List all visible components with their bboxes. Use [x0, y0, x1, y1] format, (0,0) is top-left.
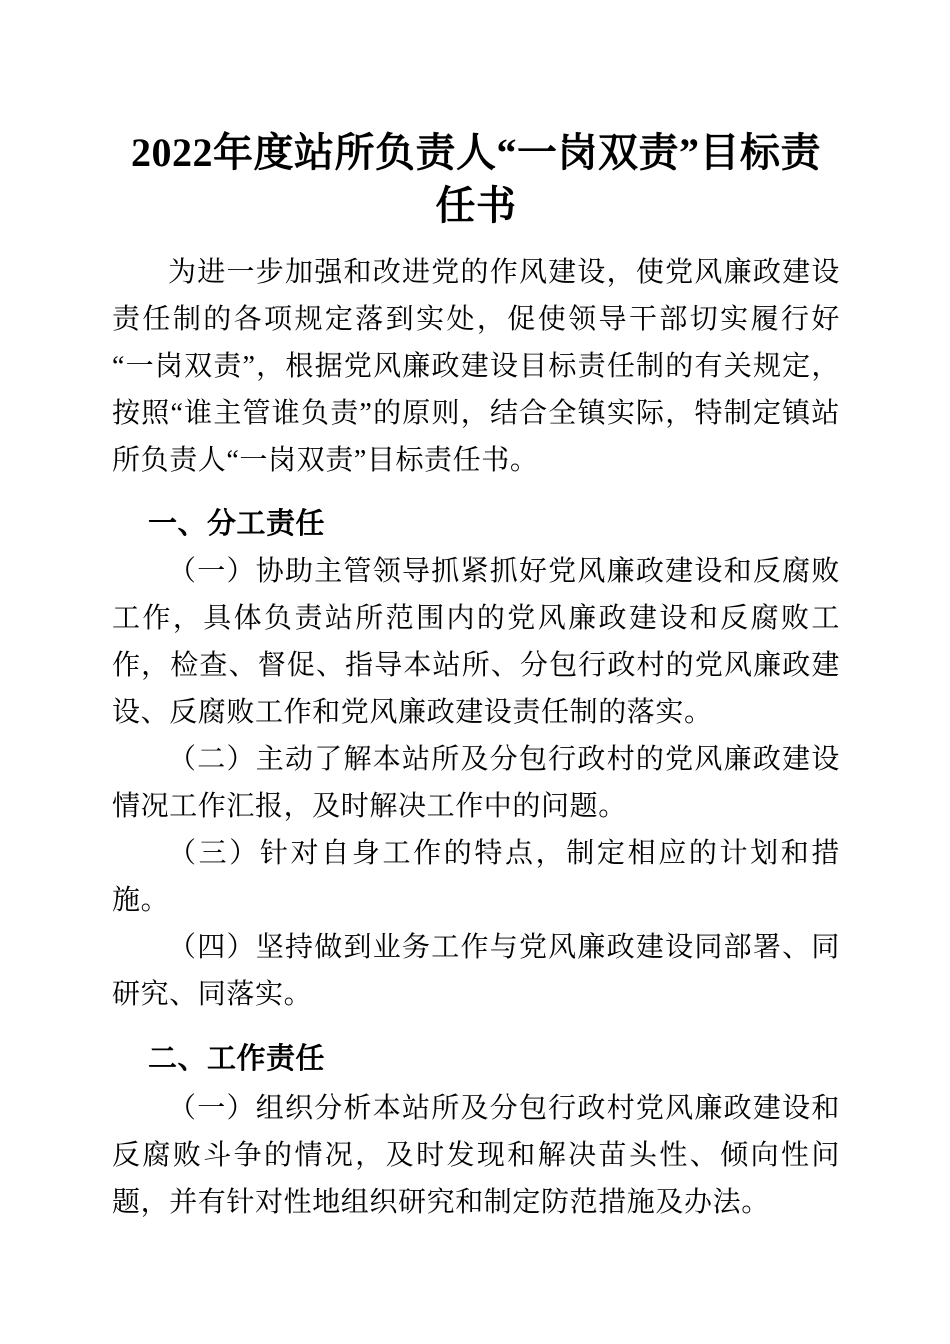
document-title: 2022年度站所负责人“一岗双责”目标责任书 [131, 130, 821, 228]
section-heading-2: 二、工作责任 [148, 1043, 326, 1075]
preamble-paragraph: 为进一步加强和改进党的作风建设，使党风廉政建设责任制的各项规定落到实处，促使领导干部切实履行好“一岗双责”，根据党风廉政建设目标责任制的有关规定，按照“谁主管谁负责”的原则，结合全镇实际，特制定镇站所负责人“一岗双责”目标责任书。 [112, 257, 840, 476]
section-2-item-1: （一）组织分析本站所及分包行政村党风廉政建设和反腐败斗争的情况，及时发现和解决苗头性、倾向性问题，并有针对性地组织研究和制定防范措施及办法。 [112, 1093, 840, 1218]
spacer [112, 484, 840, 501]
section-1-item-3: （三）针对自身工作的特点，制定相应的计划和措施。 [112, 838, 840, 916]
section-1-item-4: （四）坚持做到业务工作与党风廉政建设同部署、同研究、同落实。 [112, 932, 840, 1010]
spacer [112, 232, 840, 249]
section-1-item-2: （二）主动了解本站所及分包行政村的党风廉政建设情况工作汇报，及时解决工作中的问题。 [112, 744, 840, 822]
spacer [112, 1018, 840, 1036]
section-1-item-1: （一）协助主管领导抓紧抓好党风廉政建设和反腐败工作，具体负责站所范围内的党风廉政建设和反腐败工作，检查、督促、指导本站所、分包行政村的党风廉政建设、反腐败工作和党风廉政建设责任制的落实。 [112, 556, 840, 728]
document-content [112, 0, 840, 1226]
section-heading-1: 一、分工责任 [148, 508, 326, 540]
